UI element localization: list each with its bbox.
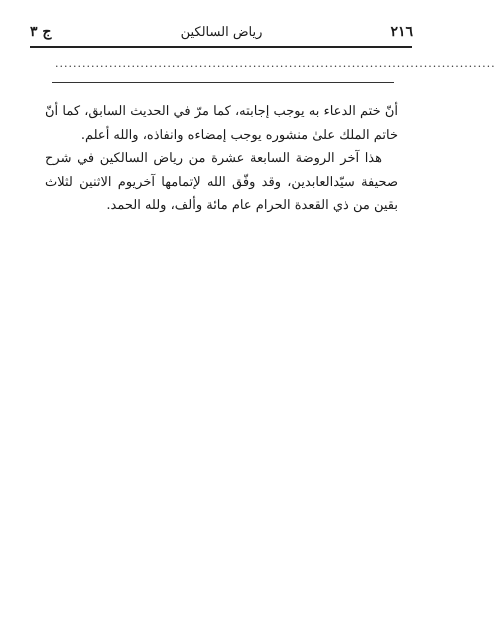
paragraph: هذا آخر الروضة السابعة عشرة من رياض السالكين في شرح صحيفة سيّدالعابدين، وقد وفّق الله لإتمامها آخريوم الاثنين لثلاث بقين من ذي القعدة الحرام عام مائة وألف، ولله الحمد. — [45, 151, 398, 213]
paragraph: أنّ ختم الدعاء به يوجب إجابته، كما مرّ في الحديث السابق، كما أنّ خاتم الملك علىٰ منشوره يوجب إمضاءه وانفاذه، والله أعلم. — [45, 104, 398, 143]
dotted-separator: .................................................................................................. — [55, 57, 496, 70]
running-title: رياض السالكين — [180, 25, 263, 40]
page-header — [30, 24, 413, 46]
main-text — [45, 100, 398, 218]
header-rule — [30, 46, 412, 48]
page-number: ٢١٦ — [390, 24, 413, 40]
section-rule — [52, 82, 394, 83]
volume-label: ج ٣ — [30, 24, 52, 40]
